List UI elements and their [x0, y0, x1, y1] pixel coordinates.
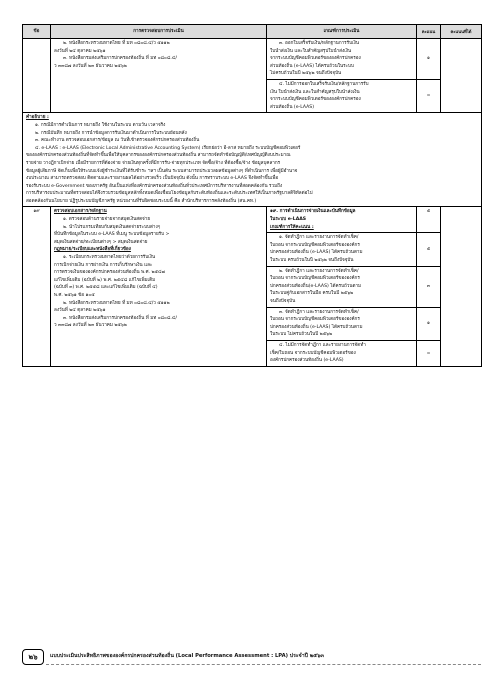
text-line: ใบนำส่งเงิน และใบสำคัญสรุปใบนำส่งเงิน [270, 48, 352, 54]
row-b-got [441, 207, 482, 366]
row-b-score-2: ๓ [417, 266, 441, 307]
text-line: สมุดเงินสดจ่าย/ทะเบียนต่างๆ > สมุดเงินสดจ่าย [54, 239, 148, 245]
text-line: ว ๓๓๘๗ ลงวันที่ ๒๓ ธันวาคม ๒๕๖๒ [54, 323, 127, 329]
text-line: การเบิกจ่ายเงิน การฝากเงิน การเก็บรักษาเงิน และ [54, 262, 153, 268]
row-b-criteria-head [267, 207, 417, 233]
table-row [23, 207, 482, 233]
header-criteria: เกณฑ์การประเมิน [267, 25, 417, 39]
text-line: ใบถอน จากระบบบัญชีคอมพิวเตอร์ขององค์กร [270, 276, 360, 282]
explanation-line: ๒. กรณีบันทึก หมายถึง การนำข้อมูลการรับเงินมาดำเนินการในระบบย้อนหลัง [35, 130, 187, 136]
page-footer [22, 649, 481, 665]
text-line: ลงวันที่ ๒๔ ตุลาคม ๒๕๖๑ [54, 308, 106, 314]
row-b-score-1: ๕ [417, 233, 441, 266]
table-header-row [23, 25, 482, 39]
text-line: ส่วนท้องถิ่น (e-LAAS) ได้ครบถ้วนในระบบ [270, 63, 354, 69]
text-line: ส่วนท้องถิ่น (e-LAAS) [270, 104, 314, 110]
footer-title: แบบประเมินประสิทธิภาพขององค์กรปกครองส่วนท้องถิ่น (Local Performance Assessment : LPA) ประจำปี ๒๕๖๓ [50, 653, 324, 659]
text-line: ๓. หนังสือกรมส่งเสริมการปกครองท้องถิ่น ที่ มท ๐๘๐๘.๔/ [63, 56, 177, 62]
explanation-line: รองรับระบบ e-Government ของภาครัฐ อันเป็นแห่งที่องค์กรปกครองส่วนท้องถิ่นทั่วประเทศมีการบริหารงานที่สอดคล้องกัน รวมถึง [26, 183, 283, 189]
text-line: ปกครองส่วนท้องถิ่น(e-LAAS) ได้ครบถ้วนตาม [270, 283, 362, 289]
text-line: ในระบบคู่กับเอกสารในมือ ครบในปี ๒๕๖๒ [270, 291, 354, 297]
text-line: เงิน ใบนำส่งเงิน และใบสำคัญสรุปใบนำส่งเงิน [270, 89, 360, 95]
row-a-no [23, 39, 51, 113]
text-line: ในระบบ ไม่ครบถ้วนในปี ๒๕๖๒ [270, 332, 333, 338]
text-line: ๑. ตรวจสอบด้านรายจ่ายจากสมุดเงินสดจ่าย [63, 217, 151, 223]
row-a-score-1: ๑ [417, 39, 441, 80]
law-title: กฎหมาย/ระเบียบและหนังสือที่เกี่ยวข้อง [54, 247, 131, 253]
explanation-line: รายจ่าย วางฎีกาเบิกจ่าย เมื่อมีรายการที่ต้องจ่าย จ่ายเงินทุกครั้งที่มีการรับ-จ่ายทุกประเภท จัดซื้อ/จ้าง ที่ต้องซื้อ/จ้าง ข้อมูลบุคลากร [26, 160, 281, 166]
table-row [23, 39, 482, 80]
text-line: พ.ศ. ๒๕๖๑ ข้อ ๑๐๕ [54, 293, 95, 298]
explanation-line: ขององค์กรปกครองส่วนท้องถิ่นที่จัดทำขึ้นเพื่อให้บุคลากรขององค์กรปกครองส่วนท้องถิ่น สามารถจัดทำข้อบัญญัติ/เทศบัญญัติงบประมาณ [26, 153, 291, 159]
row-b-criteria-1 [267, 233, 417, 266]
text-line: แก้ไขเพิ่มเติม (ฉบับที่ ๒) พ.ศ. ๒๕๔๘ แก้ไขเพิ่มเติม [54, 277, 156, 283]
text-line: ไม่ครบถ้วนในปี ๒๕๖๒ จนถึงปัจจุบัน [270, 71, 342, 77]
explanation-line: ๔. e-LAAS : e-LAAS (Electronic Local Administrative Accounting System) เรียกย่อว่า อี-ลาส หมายถึง ระบบบัญชีคอมพิวเตอร์ [35, 145, 301, 151]
explanation-cell [23, 113, 482, 207]
text-line: เช็ค/ใบถอน จากระบบบัญชีคอมพิวเตอร์ของ [270, 350, 356, 356]
row-b-total-score: ๕ [417, 207, 441, 233]
text-line: องค์กรปกครองส่วนท้องถิ่น (e-LAAS) [270, 358, 344, 364]
text-line: ๓. จัดทำฎีกา และรายงานการจัดทำเช็ค/ [279, 309, 359, 315]
row-b-issue [51, 207, 267, 366]
row-b-score-4: ๐ [417, 340, 441, 366]
row-b-criteria-4 [267, 340, 417, 366]
text-line: ๒. จัดทำฎีกา และรายงานการจัดทำเช็ค/ [279, 268, 359, 274]
header-got: คะแนนที่ได้ [441, 25, 482, 39]
row-b-score-3: ๑ [417, 307, 441, 340]
text-line: ในระบบ ครบถ้วนในปี ๒๕๖๒ จนถึงปัจจุบัน [270, 258, 354, 264]
explanation-title: คำอธิบาย : [26, 115, 49, 121]
row-a-criteria-1 [267, 39, 417, 80]
assessment-table [22, 24, 482, 367]
explanation-line: งบประมาณ สามารถตรวจสอบ ติดตามและรายงานผลได้อย่างรวดเร็ว เป็นปัจจุบัน ดังนั้น การทราบระบบ e-LAAS จึงจัดทำขึ้นเพื่อ [26, 176, 279, 182]
text-line: (ฉบับที่ ๓) พ.ศ. ๒๕๕๘ และแก้ไขเพิ่มเติม (ฉบับที่ ๔) [54, 285, 158, 291]
explanation-line: สอดคล้องกันนโยบาย ปฏิรูประบบบัญชีภาครัฐ หน่วยงานที่รับผิดชอบระบบนี้ คือ สำนักบริหารการคลังท้องถิ่น (สน.คท.) [26, 198, 257, 204]
explanation-row [23, 113, 482, 207]
text-line: ใบถอน จากระบบบัญชีคอมพิวเตอร์ขององค์กร [270, 317, 360, 323]
text-line: ๓. ออกใบเสร็จรับเงิน/หลักฐานการรับเงิน [279, 41, 359, 46]
text-line: ลงวันที่ ๒๔ ตุลาคม ๒๕๖๑ [54, 48, 106, 54]
row-b-criteria-3 [267, 307, 417, 340]
text-line: ๒. นำโปรแกรมเทียบกับสมุดเงินสดจ่ายระบบต่างๆ [63, 224, 161, 230]
text-line: ปกครองส่วนท้องถิ่น (e-LAAS) ได้ครบถ้วนตาม [270, 324, 363, 330]
issue-title: ตรวจสอบเอกสาร/หลักฐาน [54, 209, 107, 215]
text-line: ๔. ไม่มีการจัดทำฎีกา และรายงานการจัดทำ [279, 342, 366, 348]
header-score: คะแนน [417, 25, 441, 39]
text-line: ๔. ไม่มีการออกใบเสร็จรับเงิน/หลักฐานการรับ [279, 81, 369, 87]
page-number: ๒๖ [22, 649, 44, 665]
criteria-heading-2: ในระบบ e-LAAS [270, 217, 307, 223]
document-page [22, 24, 481, 367]
row-b-no: ๑๙ [23, 207, 51, 366]
text-line: ๓. หนังสือกรมส่งเสริมการปกครองท้องถิ่น ที่ มท ๐๘๐๘.๔/ [63, 315, 177, 321]
footer-divider [46, 664, 481, 665]
row-a-criteria-2 [267, 79, 417, 112]
text-line: จนถึงปัจจุบัน [270, 299, 296, 304]
text-line: จากระบบบัญชีคอมพิวเตอร์ขององค์กรปกครอง [270, 56, 361, 62]
criteria-heading: ๑๙. การดำเนินการจ่ายเงินและบันทึกข้อมูล [270, 209, 356, 215]
explanation-line: ๓. คณะทำงาน ตรวจสอบเอกสาร/ข้อมูล ณ วันที่เข้าตรวจองค์กรปกครองส่วนท้องถิ่น [35, 138, 200, 144]
text-line: ๑. จัดทำฎีกา และรายงานการจัดทำเช็ค/ [279, 235, 359, 241]
text-line: ปกครองส่วนท้องถิ่น (e-LAAS) ได้ครบถ้วนตาม [270, 250, 363, 256]
explanation-line: ๑. กรณีมีการดำเนินการ หมายถึง ใช้งานในระบบ ตามวัน เวลาจริง [35, 122, 166, 128]
text-line: จากระบบบัญชีคอมพิวเตอร์ขององค์กรปกครอง [270, 97, 361, 103]
row-a-issue [51, 39, 267, 113]
text-line: ๑. ระเบียบกระทรวงมหาดไทยว่าด้วยการรับเงิน [63, 255, 156, 261]
text-line: ๒. หนังสือกระทรวงมหาดไทย ที่ มท ๐๘๐๘.๔/ว ๕๑๑๒ [63, 300, 170, 306]
row-a-score-2: ๐ [417, 79, 441, 112]
header-issue: การตรวจสอบการประเมิน [51, 25, 267, 39]
text-line: ๒. หนังสือกระทรวงมหาดไทย ที่ มท ๐๘๐๘.๔/ว ๕๑๑๒ [63, 41, 170, 46]
explanation-line: การบริหารงบประมาณที่ตรวจสอบได้จึงรวบรวมข้อมูลหลักทั้งหมดเพื่อเชื่อมโยงข้อมูลกับระดับท้องถิ่นและระดับประเทศให้เป็นภาพรัฐบาลดิจิทัลต่อไป [26, 191, 313, 197]
text-line: ที่บันทึกข้อมูลในระบบ e-LAAS ที่เมนู ระบบข้อมูลรายรับ > [54, 232, 170, 238]
text-line: ใบถอน จากระบบบัญชีคอมพิวเตอร์ขององค์กร [270, 242, 360, 248]
row-a-got [441, 39, 482, 113]
row-b-criteria-2 [267, 266, 417, 307]
explanation-line: ข้อมูลผู้เสียภาษี จัดเก็บเพื่อให้ระบบแจ้งผู้ชำระเงินที่ได้รับชำระ ฯลฯ เป็นต้น ระบบสามารถประมวลผลข้อมูลต่างๆ ที่ดำเนินการ เพื่อผู้มีอำนาจ [26, 168, 298, 174]
criteria-subheading: เกณฑ์การให้คะแนน : [270, 224, 314, 230]
text-line: ว ๓๓๘๗ ลงวันที่ ๒๓ ธันวาคม ๒๕๖๒ [54, 63, 127, 69]
text-line: การตรวจเงินขององค์กรปกครองส่วนท้องถิ่น พ.ศ. ๒๕๔๗ [54, 270, 165, 276]
header-no: ข้อ [23, 25, 51, 39]
